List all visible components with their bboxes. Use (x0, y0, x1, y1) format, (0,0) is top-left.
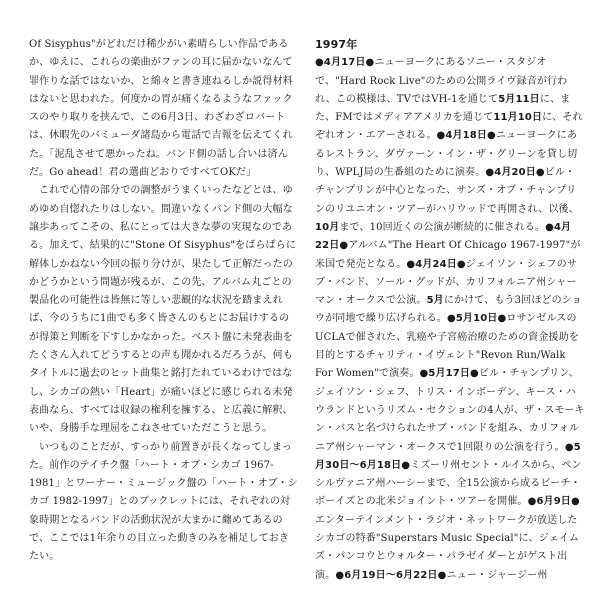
event-text: ロサンゼルスのUCLAで催された、乳癌や子宮癌治療のための資金援助を目的とするチャリティ・イヴェント"Revon Run/Walk For Women"で演奏。 (315, 313, 579, 380)
paragraph: いつものことだが、すっかり前置きが長くなってしまった。前作のテイチク盤「ハート・オブ・シカゴ 1967-1981」とワーナー・ミュージック盤の「ハート・オブ・シカゴ 1982-1997」とのブックレットには、それぞれの対象時期となるバンドの活動状況が大まかに纏めてあるので、ここでは1年余りの目立った動きのみを補足しておきたい。 (29, 441, 298, 563)
event-date: 10月 (315, 221, 340, 233)
paragraph: これで心情の部分での調整がうまくいったなどとは、ゆめゆめ自惚れたりはしない。間違いなくバンド側の大幅な譲歩あってこその、私にとっては大きな夢の実現なのである。加えて、結果的に"Stone Of Sisyphus"をばらばらに解体しかねない今回の振り分けが、果たして正解だったのかどうかという問題が残るが、この先、アルバム丸ごとの製品化の可能性は皆無に等しい悲観的な状況を踏まえれば、今のうちに1曲でも多く皆さんのもとにお届けするのが得策と判断を下すしかなかった。ベスト盤に未発表曲をたくさん入れてどうするとの声も聞かれるだろうが、何もタイトルに過去のヒット曲集と銘打たれているわけではなし、シカゴの熱い「Heart」が痛いほどに感じられる未発表曲なら、すべては収録の権利を擁する、と広義に解釈、いや、身勝手な理屈をこねさせていただこうと思う。 (29, 185, 296, 435)
event-date: 5月11日 (498, 93, 540, 105)
paragraph: Of Sisyphus"がどれだけ稀少がい素晴らしい作品であるか、ゆえに、これらの楽曲がファンの耳に届かないなんて罪作りな話ではないか、と綿々と書き連ねるしか説得材料はないと思われた。何度かの胃が痛くなるようなファックスのやり取りを挟んで、この6月3日、わざわざロバートは、休暇先のバミューダ諸島から電話で吉報を伝えてくれた。「泥乱させて悪かったね。バンド側の話し合いは済んだ。Go ahead！君の選曲どおりですべてOKだ」 (29, 39, 293, 179)
event-text: ニューヨークにあるソニー・スタジオで、"Hard Rock Live"のための公開ライヴ録音が行われ、この模様は、TVではVH-1を通じて (315, 57, 568, 105)
event-date: ●4月17日● (315, 57, 375, 69)
event-date: ●6月19日〜6月22日● (335, 569, 447, 581)
year-heading: 1997年 (315, 38, 358, 51)
event-text: まで、10回近くの公演が断続的に催される。 (339, 221, 546, 233)
event-date: 5月 (426, 295, 444, 307)
event-text: アルバム"The Heart Of Chicago 1967-1997"が米国で発売となる。 (315, 240, 581, 270)
event-date: ●4月20日● (485, 167, 545, 179)
event-text: ニュー・ジャージー州 (446, 569, 548, 581)
left-column (29, 36, 298, 567)
event-date: ●4月18日● (436, 130, 496, 142)
event-date: ●5月10日● (446, 313, 507, 325)
event-text: にかけて、もう3回ほどのショウが同地で繰り広げられる。 (315, 295, 582, 325)
event-text: に、それぞれオン・エアーされる。 (315, 112, 583, 142)
event-date: ●6月9日● (527, 496, 580, 508)
event-text: ミズーリ州セント・ルイスから、ペンシルヴァニア州ハーシーまで、全15公演から成るビーチ・ボーイズとの北米ジョイント・ツアーを開催。 (315, 459, 582, 508)
chronology-text (315, 54, 585, 585)
event-date: ●4月24日● (406, 258, 466, 270)
right-column (315, 36, 585, 585)
event-text: エンターテインメント・ラジオ・ネットワークが放送したシカゴの特番"Superstars Music Special"に、ジェイムズ・パンコウとウォルター・パラゼイダーとがゲスト出演。 (315, 514, 580, 581)
event-text: ビル・チャンプリンが中心となった、サンズ・オブ・チャンプリンのリユニオン・ツアーがハリウッドで再開され、以後、 (315, 167, 579, 215)
event-text: に、また、FMではメディアアメリカを通じて (315, 93, 571, 124)
event-date: 11月10日 (493, 112, 543, 124)
event-date: ●5月17日● (419, 368, 479, 380)
event-date: ●4月22日● (315, 221, 572, 252)
event-text: ニューヨークにあるレストラン、ダヴァーン・イン・ザ・グリーンを貸し切り、WPLJ局の生番組のために演奏。 (315, 130, 578, 179)
event-text: ビル・チャンプリン、ジェイソン・シェフ、トリス・インボーデン、キース・ハウランドというリズム・セクションの4人が、ザ・スモーキン・バスと名づけられたサブ・バンドを組み、カリフォルニア州シャーマン・オークスで1回限りの公演を行う。 (315, 368, 585, 453)
event-text: ジェイソン・シェフのサブ・バンド、ソール・グッドが、カリフォルニア州シャーマン・オークスで公演。 (315, 258, 577, 307)
event-date: ●5月30日〜6月18日● (315, 441, 581, 471)
